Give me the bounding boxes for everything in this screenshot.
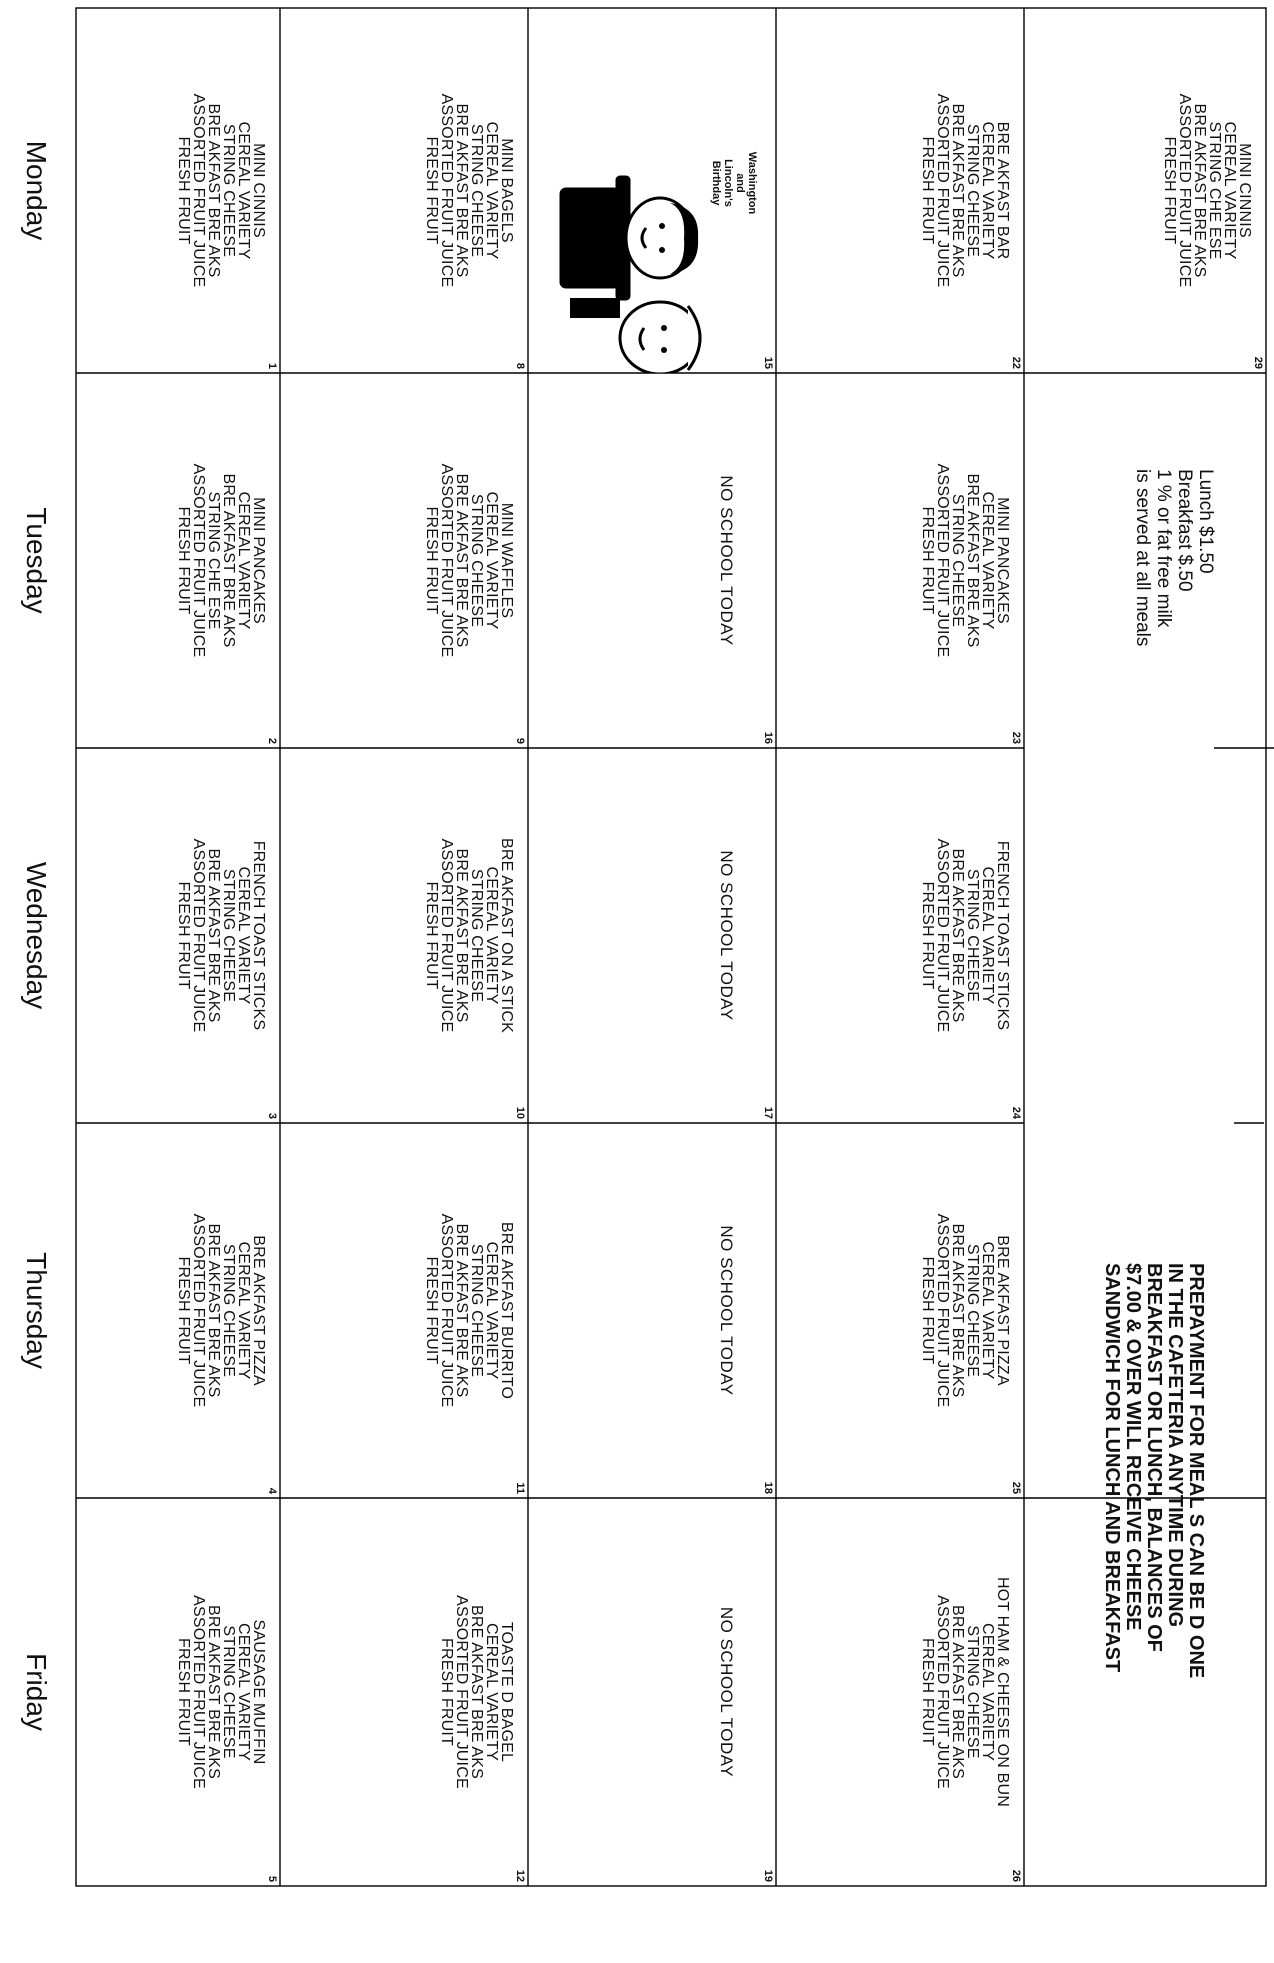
menu-list [176,1498,266,1886]
menu-item: MINI PANCAKES [250,497,267,624]
menu-item: FRESH FRUIT [175,506,192,615]
menu-item: ASSORTED FRUIT JUICE [934,1213,951,1408]
day-cell [76,8,280,373]
menu-item: FRESH FRUIT [1161,136,1178,245]
menu-item: STRING CHEESE [964,123,981,258]
day-cell [76,373,280,748]
menu-item: FRESH FRUIT [175,1256,192,1365]
day-number: 16 [762,731,774,744]
menu-item: STRING CHEESE [964,1625,981,1759]
menu-item: FRESH FRUIT [423,506,440,615]
clipart-caption-line: Lincoln's [722,159,734,207]
menu-item: BRE AKFAST BRE AKS [453,1223,470,1398]
menu-item: CEREAL VARIETY [1221,121,1238,260]
menu-list [176,8,266,373]
menu-list [424,748,514,1123]
menu-item: STRING CHEESE [468,1243,485,1378]
day-number: 23 [1010,731,1022,744]
menu-item: BRE AKFAST BRE AKS [453,848,470,1023]
day-number: 5 [266,1875,278,1882]
prepayment-notice [1024,748,1266,1886]
day-number: 24 [1010,1106,1022,1119]
menu-item: STRING CHEESE [468,123,485,258]
menu-item: BRE AKFAST ON A STICK [498,837,515,1034]
menu-item: ASSORTED FRUIT JUICE [190,838,207,1033]
prepay-line: PREPAYMENT FOR MEAL S CAN BE D ONE [1185,1263,1207,1679]
menu-item: FRESH FRUIT [438,1638,455,1746]
day-number: 3 [266,1112,278,1119]
no-school-note: NO SCHOOL TODAY [717,1606,736,1778]
menu-item: HOT HAM & CHEESE ON BUN [994,1576,1011,1808]
menu-list [424,8,514,373]
no-school-note: NO SCHOOL TODAY [717,850,736,1021]
prepay-line: SANDWICH FOR LUNCH AND BREAKFAST [1101,1263,1123,1673]
menu-item: FRESH FRUIT [919,136,936,245]
menu-list [920,1498,1010,1886]
day-cell [776,1498,1024,1886]
menu-item: ASSORTED FRUIT JUICE [438,463,455,658]
menu-item: STRING CHEESE [220,123,237,258]
menu-item: ASSORTED FRUIT JUICE [190,463,207,658]
menu-item: ASSORTED FRUIT JUICE [934,1595,951,1789]
menu-item: ASSORTED FRUIT JUICE [190,1595,207,1789]
menu-item: BRE AKFAST BURRITO [498,1221,515,1400]
menu-item: CEREAL VARIETY [235,1241,252,1380]
menu-item: FRESH FRUIT [175,1638,192,1746]
menu-item: CEREAL VARIETY [483,866,500,1005]
menu-item: BRE AKFAST BAR [994,121,1011,260]
presidents-birthday-clipart [532,8,770,373]
day-number: 18 [762,1481,774,1494]
day-number: 11 [514,1482,526,1494]
price-info-text [1132,469,1216,646]
menu-item: FRENCH TOAST STICKS [250,840,267,1031]
menu-item: BRE AKFAST PIZZA [994,1235,1011,1386]
no-school-note: NO SCHOOL TODAY [717,475,736,646]
menu-item: STRING CHEESE [468,868,485,1003]
menu-item: STRING CHEESE [964,868,981,1003]
clipart-caption-line: and [734,173,746,193]
info-line: 1 % or fat free milk [1153,469,1174,628]
day-cell [280,1498,528,1886]
menu-item: FRESH FRUIT [175,136,192,245]
menu-item: CEREAL VARIETY [483,1241,500,1380]
menu-item: BRE AKFAST BRE AKS [949,103,966,278]
menu-item: FRESH FRUIT [423,881,440,990]
no-school-note: NO SCHOOL TODAY [717,1225,736,1396]
menu-item: FRESH FRUIT [919,1638,936,1746]
menu-item: FRESH FRUIT [175,881,192,990]
clipart-caption-line: Birthday [710,160,722,206]
menu-list [920,373,1010,748]
day-cell [280,373,528,748]
menu-item: CEREAL VARIETY [979,121,996,260]
menu-list [920,748,1010,1123]
day-cell [776,8,1024,373]
header-thursday: Thursday [21,1252,52,1369]
menu-item: BRE AKFAST BRE AKS [964,473,981,648]
menu-item: STRING CHEESE [220,868,237,1003]
header-wednesday: Wednesday [21,861,52,1010]
menu-item: FRESH FRUIT [919,1256,936,1365]
menu-item: CEREAL VARIETY [235,491,252,630]
day-cell [528,748,776,1123]
day-cell [528,373,776,748]
day-number: 15 [762,356,774,369]
day-number: 19 [762,1869,774,1882]
menu-item: CEREAL VARIETY [979,491,996,630]
menu-item: BRE AKFAST BRE AKS [468,1604,485,1780]
day-cell [76,748,280,1123]
menu-item: CEREAL VARIETY [483,121,500,260]
menu-item: BRE AKFAST BRE AKS [453,473,470,648]
menu-item: MINI WAFFLES [498,502,515,619]
menu-list [1162,8,1252,373]
menu-item: FRESH FRUIT [919,881,936,990]
menu-item: MINI PANCAKES [994,497,1011,624]
day-cell [528,1498,776,1886]
menu-item: ASSORTED FRUIT JUICE [438,1213,455,1408]
menu-item: CEREAL VARIETY [235,866,252,1005]
menu-item: STRING CHEESE [949,493,966,628]
menu-item: STRING CHE ESE [205,491,222,630]
menu-list [424,1123,514,1498]
prepayment-text [1101,1263,1206,1963]
menu-item: MINI CINNIS [250,143,267,238]
menu-item: ASSORTED FRUIT JUICE [934,463,951,658]
menu-item: BRE AKFAST BRE AKS [205,848,222,1023]
day-number: 29 [1252,356,1264,369]
menu-item: FRENCH TOAST STICKS [994,840,1011,1031]
menu-item: ASSORTED FRUIT JUICE [1176,93,1193,288]
day-cell [280,8,528,373]
day-number: 4 [266,1487,278,1494]
day-number: 8 [514,362,526,369]
clipart-caption-line: Washington [746,151,758,215]
menu-item: BRE AKFAST BRE AKS [220,473,237,648]
day-cell [776,1123,1024,1498]
day-number: 1 [266,362,278,369]
menu-list [920,8,1010,373]
menu-item: FRESH FRUIT [423,1256,440,1365]
menu-item: BRE AKFAST BRE AKS [205,103,222,278]
info-line: Breakfast $.50 [1174,469,1195,592]
menu-item: ASSORTED FRUIT JUICE [190,93,207,288]
prepay-line: BREAKFAST OR LUNCH, BALANCES OF [1143,1263,1165,1652]
day-number: 9 [514,737,526,744]
menu-item: CEREAL VARIETY [483,491,500,630]
menu-list [176,1123,266,1498]
menu-item: BRE AKFAST BRE AKS [949,1604,966,1780]
menu-list [920,1123,1010,1498]
day-number: 17 [762,1106,774,1119]
menu-item: STRING CHEESE [220,1625,237,1759]
menu-item: MINI CINNIS [1236,143,1253,238]
day-number: 2 [266,737,278,744]
day-cell [528,1123,776,1498]
menu-item: BRE AKFAST BRE AKS [205,1223,222,1398]
menu-list [176,748,266,1123]
menu-item: CEREAL VARIETY [235,1623,252,1761]
menu-item: CEREAL VARIETY [235,121,252,260]
menu-item: MINI BAGELS [498,138,515,243]
menu-list [439,1498,514,1886]
day-number: 12 [514,1869,526,1882]
info-line: is served at all meals [1132,469,1153,647]
header-friday: Friday [21,1653,52,1731]
day-cell [76,1123,280,1498]
day-number: 22 [1010,356,1022,369]
header-tuesday: Tuesday [21,507,52,614]
menu-item: ASSORTED FRUIT JUICE [438,838,455,1033]
menu-item: SAUSAGE MUFFIN [250,1619,267,1765]
day-cell [76,1498,280,1886]
menu-item: ASSORTED FRUIT JUICE [453,1595,470,1789]
menu-item: ASSORTED FRUIT JUICE [190,1213,207,1408]
day-cell [776,748,1024,1123]
menu-item: FRESH FRUIT [423,136,440,245]
header-monday: Monday [21,140,52,241]
menu-item: BRE AKFAST PIZZA [250,1235,267,1386]
day-cell [776,373,1024,748]
menu-item: FRESH FRUIT [919,506,936,615]
menu-list [176,373,266,748]
menu-item: ASSORTED FRUIT JUICE [438,93,455,288]
menu-item: CEREAL VARIETY [979,1623,996,1761]
day-cell [1024,8,1266,373]
prepay-line: $7.00 & OVER WILL RECEIVE CHEESE [1122,1263,1144,1631]
menu-list [424,373,514,748]
prepay-line: IN THE CAFETERIA ANYTIME DURING [1164,1263,1186,1628]
menu-item: BRE AKFAST BRE AKS [1191,103,1208,278]
menu-item: BRE AKFAST BRE AKS [453,103,470,278]
menu-item: STRING CHEESE [468,493,485,628]
menu-item: STRING CHE ESE [1206,121,1223,260]
info-line: Lunch $1.50 [1195,469,1216,574]
menu-item: STRING CHEESE [220,1243,237,1378]
menu-item: BRE AKFAST BRE AKS [205,1604,222,1780]
day-number: 10 [514,1106,526,1119]
day-cell [280,748,528,1123]
menu-item: CEREAL VARIETY [483,1623,500,1761]
menu-item: TOASTE D BAGEL [498,1621,515,1763]
menu-item: BRE AKFAST BRE AKS [949,1223,966,1398]
menu-item: CEREAL VARIETY [979,866,996,1005]
menu-item: CEREAL VARIETY [979,1241,996,1380]
menu-item: BRE AKFAST BRE AKS [949,848,966,1023]
price-info [1024,373,1266,748]
clipart-caption [710,68,758,298]
day-cell [280,1123,528,1498]
day-number: 26 [1010,1869,1022,1882]
menu-item: ASSORTED FRUIT JUICE [934,93,951,288]
day-number: 25 [1010,1481,1022,1494]
menu-item: STRING CHEESE [964,1243,981,1378]
menu-item: ASSORTED FRUIT JUICE [934,838,951,1033]
